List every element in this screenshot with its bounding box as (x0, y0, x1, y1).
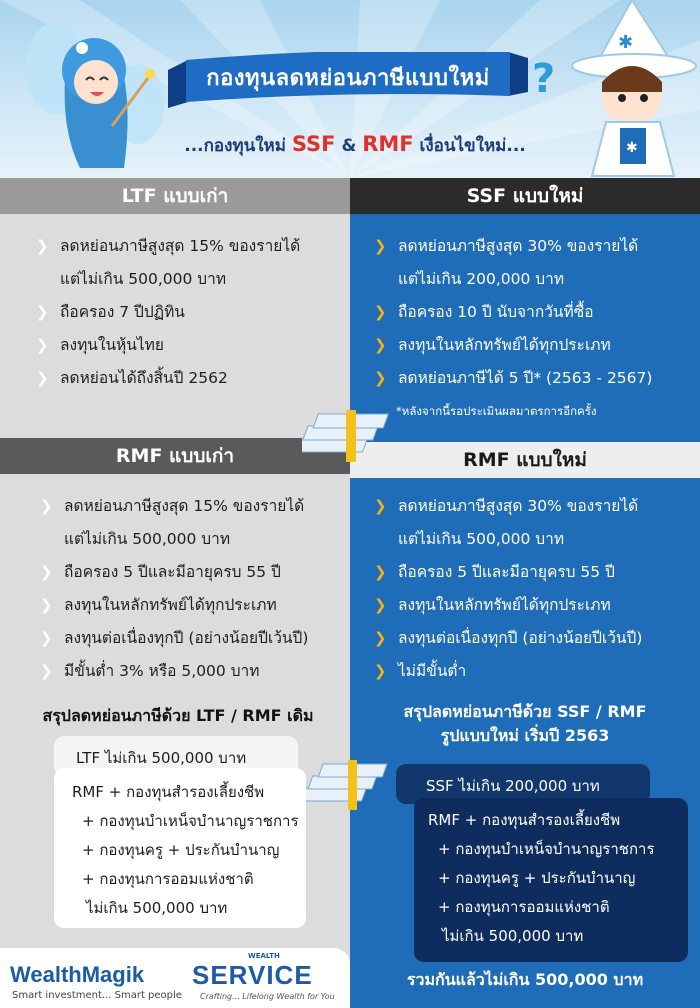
summary-new-line: + กองทุนการออมแห่งชาติ (438, 898, 610, 916)
summary-old-line: + กองทุนบำเหน็จบำนาญราชการ (82, 812, 299, 830)
svg-text:✱: ✱ (626, 140, 638, 156)
money-stack-icon (306, 756, 392, 816)
chevron-right-icon: ❯ (374, 336, 387, 354)
list-item: ❯ ลดหย่อนภาษีได้ 5 ปี* (2563 - 2567) (370, 362, 695, 395)
list-item: แต่ไม่เกิน 200,000 บาท (398, 270, 565, 288)
summary-old-line: + กองทุนการออมแห่งชาติ (82, 870, 254, 888)
list-item: ❯ ลดหย่อนภาษีสูงสุด 30% ของรายได้ (370, 490, 695, 523)
ltf-old-header: LTF แบบเก่า (0, 178, 350, 214)
list-item: ❯ ลงทุนในหลักทรัพย์ได้ทุกประเภท (370, 589, 695, 622)
summary-new-title-line1: สรุปลดหย่อนภาษีด้วย SSF / RMF (403, 702, 647, 721)
subtitle (170, 132, 540, 159)
chevron-right-icon: ❯ (374, 369, 387, 387)
subtitle-prefix: ...กองทุนใหม่ (184, 136, 286, 156)
summary-new-ssf-box: SSF ไม่เกิน 200,000 บาท (396, 764, 650, 804)
list-item: ❯ ลดหย่อนภาษีสูงสุด 15% ของรายได้ (36, 490, 348, 523)
list-item: ❯ มีขั้นต่ำ 3% หรือ 5,000 บาท (36, 655, 348, 688)
chevron-right-icon: ❯ (374, 303, 387, 321)
wealthmagik-logo: WealthMagik (10, 962, 145, 987)
money-stack-icon (302, 404, 394, 468)
summary-old-line: ไม่เกิน 500,000 บาท (86, 899, 228, 917)
rmf-old-header: RMF แบบเก่า (0, 438, 350, 474)
summary-old-line: + กองทุนครู + ประกันบำนาญ (82, 841, 280, 859)
summary-new-rmf-box (414, 798, 688, 962)
fairy-character-illustration (20, 8, 170, 176)
list-item: ❯ ถือครอง 10 ปี นับจากวันที่ซื้อ (370, 296, 695, 329)
summary-new-line: + กองทุนครู + ประกันบำนาญ (438, 869, 636, 887)
chevron-right-icon: ❯ (40, 563, 53, 581)
ssf-new-list (370, 230, 695, 395)
list-item: ❯ ลงทุนในหลักทรัพย์ได้ทุกประเภท (36, 589, 348, 622)
list-item: ❯ ลดหย่อนภาษีสูงสุด 30% ของรายได้ (370, 230, 695, 263)
svg-text:✱: ✱ (618, 32, 634, 53)
chevron-right-icon: ❯ (36, 303, 49, 321)
wealth-service-tagline: Crafting... Lifelong Wealth for You (200, 992, 335, 1001)
summary-old-line: RMF + กองทุนสำรองเลี้ยงชีพ (72, 783, 265, 801)
chevron-right-icon: ❯ (374, 497, 387, 515)
chevron-right-icon: ❯ (374, 596, 387, 614)
ssf-new-header: SSF แบบใหม่ (350, 178, 700, 214)
chevron-right-icon: ❯ (374, 237, 387, 255)
subtitle-suffix: เงื่อนไขใหม่... (419, 136, 526, 156)
rmf-old-list (36, 490, 348, 688)
chevron-right-icon: ❯ (374, 662, 387, 680)
ssf-footnote: *หลังจากนี้รอประเมินผลมาตรการอีกครั้ง (396, 404, 597, 418)
chevron-right-icon: ❯ (36, 369, 49, 387)
chevron-right-icon: ❯ (40, 662, 53, 680)
list-item: แต่ไม่เกิน 500,000 บาท (398, 530, 565, 548)
summary-new-total: รวมกันแล้วไม่เกิน 500,000 บาท (406, 970, 644, 989)
list-item: ❯ ถือครอง 7 ปีปฏิทิน (32, 296, 344, 329)
chevron-right-icon: ❯ (40, 629, 53, 647)
rmf-new-header: RMF แบบใหม่ (350, 442, 700, 478)
chevron-right-icon: ❯ (40, 596, 53, 614)
page-title: กองทุนลดหย่อนภาษีแบบใหม่ (206, 66, 490, 91)
list-item: ❯ ลงทุนในหุ้นไทย (32, 329, 344, 362)
summary-new-line: RMF + กองทุนสำรองเลี้ยงชีพ (428, 811, 621, 829)
summary-old-ltf-box: LTF ไม่เกิน 500,000 บาท (54, 736, 298, 776)
question-mark-icon: ? (532, 56, 556, 102)
summary-new-title (355, 700, 695, 748)
wealth-service-logo: SERVICE (192, 960, 313, 990)
summary-old-title: สรุปลดหย่อนภาษีด้วย LTF / RMF เดิม (42, 706, 314, 725)
header (0, 0, 700, 178)
list-item: ❯ ถือครอง 5 ปีและมีอายุครบ 55 ปี (370, 556, 695, 589)
subtitle-amp: & (341, 136, 357, 156)
summary-old-rmf-box (54, 768, 306, 928)
list-item: ❯ ลดหย่อนภาษีสูงสุด 15% ของรายได้ (32, 230, 344, 263)
ltf-old-list (32, 230, 344, 395)
summary-new-title-line2: รูปแบบใหม่ เริ่มปี 2563 (440, 726, 610, 745)
list-item: ❯ ถือครอง 5 ปีและมีอายุครบ 55 ปี (36, 556, 348, 589)
chevron-right-icon: ❯ (374, 563, 387, 581)
subtitle-ssf: SSF (291, 132, 336, 156)
list-item: ❯ ไม่มีขั้นต่ำ (370, 655, 695, 688)
list-item: แต่ไม่เกิน 500,000 บาท (64, 530, 231, 548)
list-item: ❯ ลงทุนในหลักทรัพย์ได้ทุกประเภท (370, 329, 695, 362)
wealth-service-small-label: WEALTH (248, 952, 280, 960)
list-item: ❯ ลงทุนต่อเนื่องทุกปี (อย่างน้อยปีเว้นปี) (370, 622, 695, 655)
summary-new-line: + กองทุนบำเหน็จบำนาญราชการ (438, 840, 655, 858)
chevron-right-icon: ❯ (36, 336, 49, 354)
list-item: แต่ไม่เกิน 500,000 บาท (60, 270, 227, 288)
wealthmagik-tagline: Smart investment... Smart people (12, 990, 182, 1001)
rmf-new-list (370, 490, 695, 688)
list-item: ❯ ลดหย่อนได้ถึงสิ้นปี 2562 (32, 362, 344, 395)
subtitle-rmf: RMF (362, 132, 414, 156)
summary-new-line: ไม่เกิน 500,000 บาท (442, 927, 584, 945)
chevron-right-icon: ❯ (374, 629, 387, 647)
chevron-right-icon: ❯ (36, 237, 49, 255)
wizard-character-illustration (556, 0, 700, 178)
list-item: ❯ ลงทุนต่อเนื่องทุกปี (อย่างน้อยปีเว้นปี) (36, 622, 348, 655)
chevron-right-icon: ❯ (40, 497, 53, 515)
